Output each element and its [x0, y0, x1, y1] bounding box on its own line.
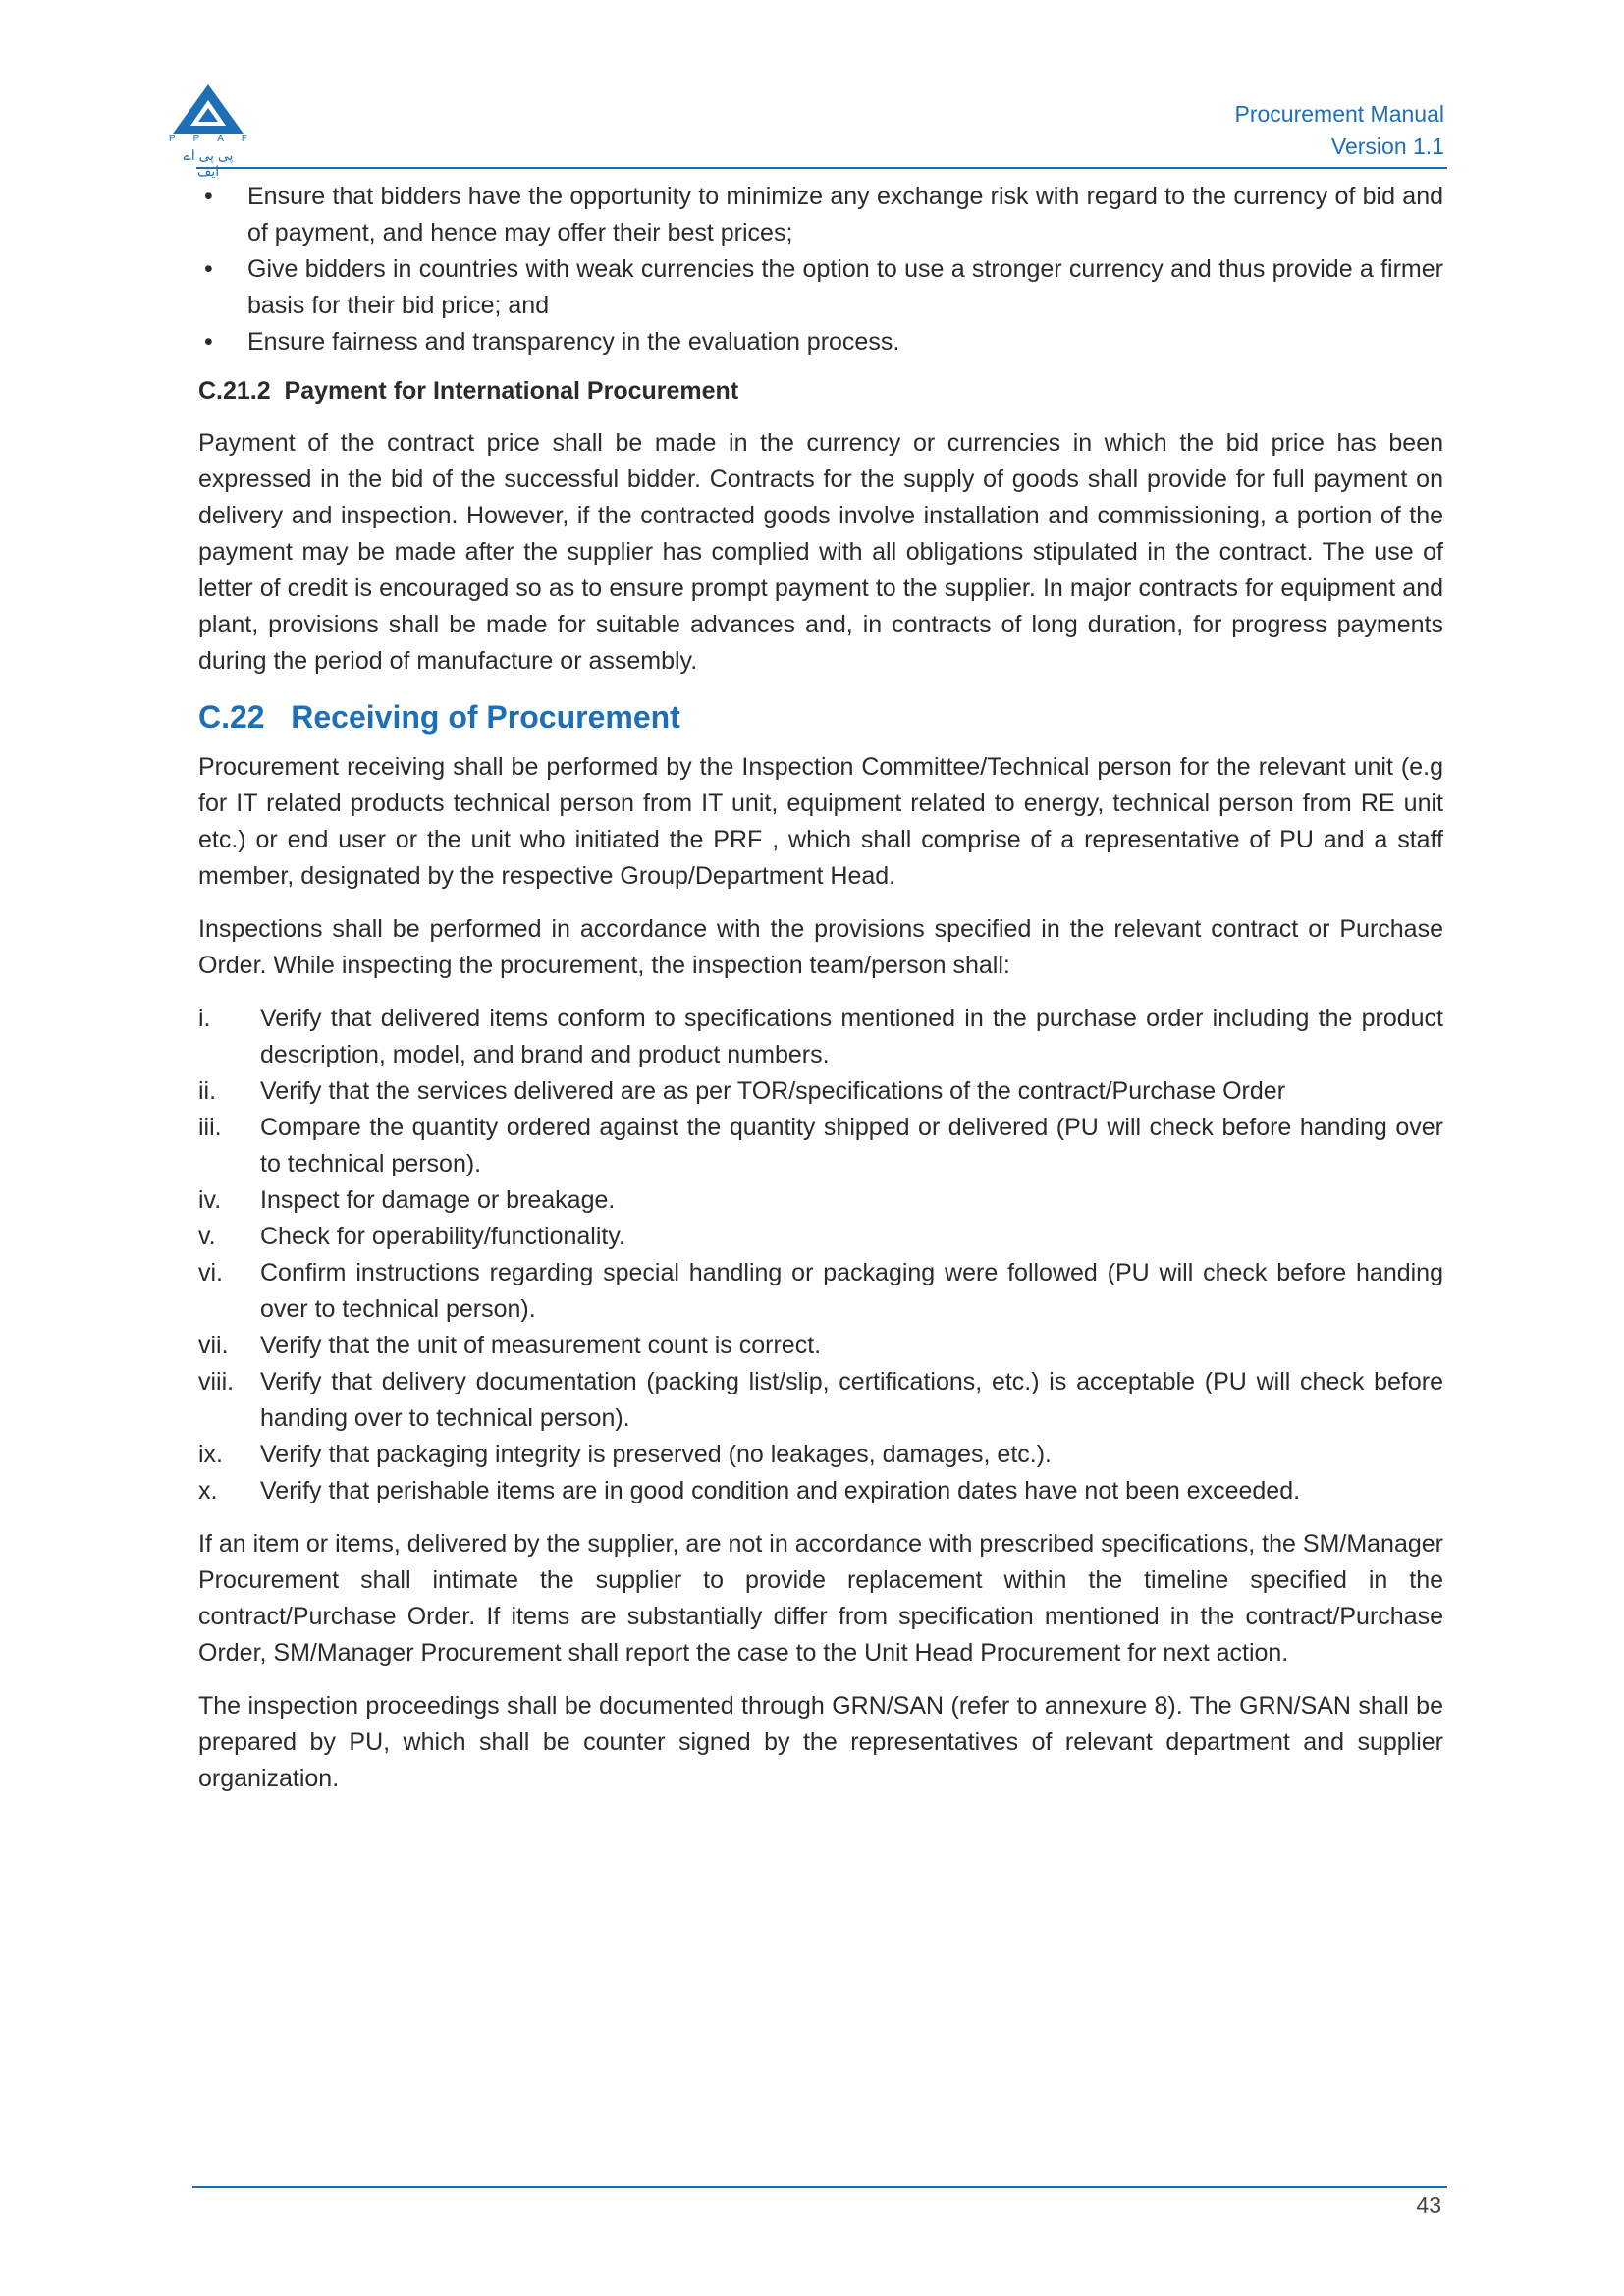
logo-letter: F — [241, 134, 247, 144]
list-text: Verify that the services delivered are as per TOR/specifications of the contract/Purchase Order — [260, 1077, 1286, 1105]
list-item — [198, 1001, 1443, 1073]
logo-letter: P — [192, 134, 200, 144]
inspection-intro-paragraph: Inspections shall be performed in accordance with the provisions specified in the relevant contract or Purchase Order. While inspecting the procurement, the inspection team/person shall: — [198, 915, 1443, 979]
list-text: Verify that delivery documentation (packing list/slip, certifications, etc.) is acceptable (PU will check before handing over to technical person). — [260, 1368, 1443, 1432]
bullet-text: Give bidders in countries with weak currencies the option to use a stronger currency and thus provide a firmer basis for their bid price; and — [247, 255, 1443, 319]
subsection-heading: C.21.2 Payment for International Procurement — [198, 377, 739, 405]
triangle-logo-icon — [169, 82, 247, 136]
list-number: vi. — [198, 1259, 223, 1286]
footer-rule — [192, 2186, 1447, 2188]
bullet-icon: • — [204, 255, 213, 283]
receiving-paragraph: Procurement receiving shall be performed by the Inspection Committee/Technical person for the relevant unit (e.g for IT related products technical person from IT unit, equipment related to energy, technical person from RE unit etc.) or end user or the unit who initiated the PRF , which shall comprise of a representative of PU and a staff member, designated by the respective Group/Department Head. — [198, 753, 1443, 890]
payment-paragraph: Payment of the contract price shall be made in the currency or currencies in which the bid price has been expressed in the bid of the successful bidder. Contracts for the supply of goods shall provide for full payment on delivery and inspection. However, if the contracted goods involve installation and commissioning, a portion of the payment may be made after the supplier has complied with all obligations stipulated in the contract. The use of letter of credit is encouraged so as to ensure prompt payment to the supplier. In major contracts for equipment and plant, provisions shall be made for suitable advances and, in contracts of long duration, for progress payments during the period of manufacture or assembly. — [198, 429, 1443, 675]
bullet-item — [198, 179, 1443, 251]
list-item — [198, 1437, 1443, 1473]
list-number: v. — [198, 1223, 216, 1250]
list-text: Check for operability/functionality. — [260, 1223, 625, 1250]
nonconformance-paragraph: If an item or items, delivered by the supplier, are not in accordance with prescribed specifications, the SM/Manager Procurement shall intimate the supplier to provide replacement within the timeline specified in the contract/Purchase Order. If items are substantially differ from specification mentioned in the contract/Purchase Order, SM/Manager Procurement shall report the case to the Unit Head Procurement for next action. — [198, 1530, 1443, 1667]
document-title: Procurement Manual — [1234, 101, 1444, 127]
bullet-icon: • — [204, 328, 213, 355]
bullet-text: Ensure that bidders have the opportunity to minimize any exchange risk with regard to the currency of bid and of payment, and hence may offer their best prices; — [247, 183, 1443, 246]
bullet-icon: • — [204, 183, 213, 210]
bullet-text: Ensure fairness and transparency in the evaluation process. — [247, 328, 900, 355]
logo-letter: A — [217, 134, 224, 144]
list-number: i. — [198, 1005, 211, 1032]
list-number: iv. — [198, 1186, 222, 1214]
list-item — [198, 1364, 1443, 1437]
page-number: 43 — [1416, 2192, 1441, 2217]
section-heading: C.22 Receiving of Procurement — [198, 699, 680, 735]
list-item — [198, 1073, 1443, 1110]
bullet-item — [198, 324, 1443, 360]
document-version: Version 1.1 — [1330, 134, 1444, 159]
list-text: Inspect for damage or breakage. — [260, 1186, 616, 1214]
logo-letters — [169, 134, 247, 144]
list-number: ii. — [198, 1077, 217, 1105]
logo-letter: P — [169, 134, 176, 144]
list-item — [198, 1110, 1443, 1182]
list-text: Verify that the unit of measurement count is correct. — [260, 1332, 822, 1359]
list-text: Verify that delivered items conform to specifications mentioned in the purchase order including the product description, model, and brand and product numbers. — [260, 1005, 1443, 1068]
document-header — [1235, 98, 1445, 163]
list-number: ix. — [198, 1441, 223, 1468]
page-content — [198, 179, 1443, 1814]
ppaf-logo — [169, 82, 247, 179]
list-number: x. — [198, 1477, 218, 1504]
logo-urdu-text: پی پی اے ایف — [183, 147, 234, 179]
list-text: Verify that perishable items are in good condition and expiration dates have not been exceeded. — [260, 1477, 1301, 1504]
bullet-item — [198, 251, 1443, 324]
list-text: Compare the quantity ordered against the quantity shipped or delivered (PU will check before handing over to technical person). — [260, 1114, 1443, 1177]
list-number: viii. — [198, 1368, 235, 1395]
header-rule — [196, 167, 1447, 169]
list-item — [198, 1182, 1443, 1219]
documentation-paragraph: The inspection proceedings shall be documented through GRN/SAN (refer to annexure 8). The GRN/SAN shall be prepared by PU, which shall be counter signed by the representatives of relevant department and supplier organization. — [198, 1692, 1443, 1792]
list-number: vii. — [198, 1332, 229, 1359]
list-item — [198, 1219, 1443, 1255]
list-item — [198, 1255, 1443, 1328]
bullet-list — [198, 179, 1443, 360]
list-item — [198, 1328, 1443, 1364]
list-text: Confirm instructions regarding special handling or packaging were followed (PU will check before handing over to technical person). — [260, 1259, 1443, 1323]
list-text: Verify that packaging integrity is preserved (no leakages, damages, etc.). — [260, 1441, 1052, 1468]
inspection-list — [198, 1001, 1443, 1509]
list-number: iii. — [198, 1114, 222, 1141]
list-item — [198, 1473, 1443, 1509]
